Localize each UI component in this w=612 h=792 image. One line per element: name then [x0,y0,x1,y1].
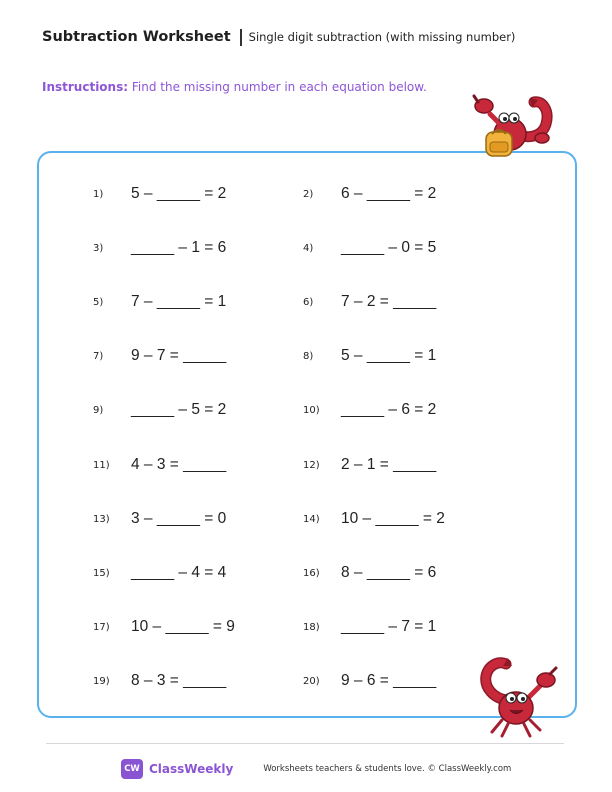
problem-equation: 5 – _____ = 2 [131,185,227,202]
problem-equation: 9 – 7 = _____ [131,347,227,364]
worksheet-subtitle: Single digit subtraction (with missing number) [248,30,516,44]
problem-number: 7) [93,350,104,362]
problem-number: 17) [93,621,110,633]
problem-number: 19) [93,675,110,687]
problem-item [93,455,226,475]
problem-number: 12) [303,459,320,471]
worksheet-title: Subtraction Worksheet [42,29,231,45]
problem-item [303,671,436,691]
problem-equation: 5 – _____ = 1 [341,347,437,364]
problem-item [303,509,445,529]
problem-equation: 8 – 3 = _____ [131,672,227,689]
problem-equation: 7 – _____ = 1 [131,293,227,310]
problem-number: 2) [303,188,314,200]
problem-number: 10) [303,404,320,416]
problem-item [93,563,226,583]
problem-equation: 8 – _____ = 6 [341,564,437,581]
problem-item [303,238,436,258]
problem-item [93,400,226,420]
instructions-text: Find the missing number in each equation below. [128,80,427,94]
problem-item [303,563,436,583]
scorpion-waving-illustration [472,654,562,738]
problem-item [303,184,436,204]
problem-number: 15) [93,567,110,579]
problem-equation: 10 – _____ = 2 [341,510,445,527]
problem-equation: _____ – 0 = 5 [341,239,437,256]
problem-equation: 9 – 6 = _____ [341,672,437,689]
problem-item [303,346,436,366]
problem-equation: 10 – _____ = 9 [131,618,235,635]
instructions [42,80,427,94]
footer-divider [46,743,564,744]
problem-equation: 3 – _____ = 0 [131,510,227,527]
problem-number: 1) [93,188,104,200]
problem-equation: 4 – 3 = _____ [131,456,227,473]
problem-equation: 6 – _____ = 2 [341,185,437,202]
problem-equation: _____ – 6 = 2 [341,401,437,418]
problem-number: 6) [303,296,314,308]
problem-equation: 2 – 1 = _____ [341,456,437,473]
problem-number: 8) [303,350,314,362]
problem-item [93,671,226,691]
problem-equation: _____ – 4 = 4 [131,564,227,581]
instructions-label: Instructions: [42,80,129,94]
footer-tagline: Worksheets teachers & students love. © ClassWeekly.com [263,764,512,774]
worksheet-header [42,27,515,47]
problem-number: 11) [93,459,110,471]
problem-equation: 7 – 2 = _____ [341,293,437,310]
classweekly-logo: CW [121,759,143,779]
scorpion-backpack-illustration [472,92,564,166]
problem-number: 3) [93,242,104,254]
problem-number: 5) [93,296,104,308]
brand-name: ClassWeekly [149,762,234,776]
problem-item [93,292,226,312]
footer [121,758,511,780]
problem-item [93,184,226,204]
problem-number: 20) [303,675,320,687]
problem-equation: _____ – 1 = 6 [131,239,227,256]
problem-item [303,455,436,475]
problem-equation: _____ – 5 = 2 [131,401,227,418]
problem-item [303,400,436,420]
problem-number: 4) [303,242,314,254]
problem-item [303,292,436,312]
problem-item [303,617,436,637]
problem-item [93,346,226,366]
problem-equation: _____ – 7 = 1 [341,618,437,635]
header-divider [240,29,242,46]
problem-number: 18) [303,621,320,633]
problem-item [93,617,235,637]
problem-number: 13) [93,513,110,525]
problem-number: 16) [303,567,320,579]
problem-number: 14) [303,513,320,525]
problem-item [93,238,226,258]
problem-number: 9) [93,404,104,416]
problem-item [93,509,226,529]
